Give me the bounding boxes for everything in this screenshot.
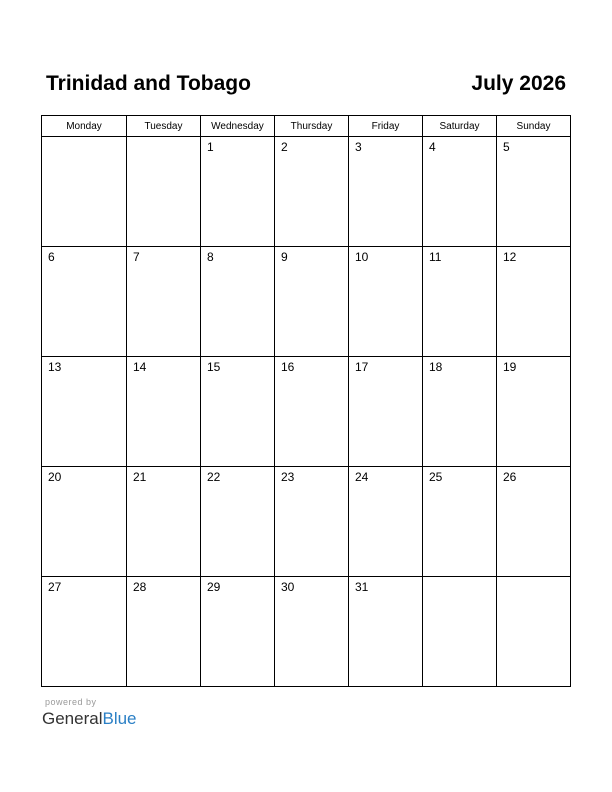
brand-blue-text: Blue	[102, 709, 137, 728]
day-cell	[423, 357, 497, 467]
week-row-5	[42, 577, 571, 687]
day-cell	[275, 467, 349, 577]
day-cell	[42, 357, 127, 467]
day-cell	[127, 357, 201, 467]
day-cell	[275, 247, 349, 357]
day-number: 11	[429, 250, 442, 264]
day-number: 17	[355, 360, 369, 374]
day-cell	[42, 137, 127, 247]
country-title: Trinidad and Tobago	[46, 72, 251, 95]
day-cell	[127, 577, 201, 687]
day-cell	[127, 137, 201, 247]
day-number: 25	[429, 470, 443, 484]
day-cell	[423, 137, 497, 247]
day-cell	[497, 577, 571, 687]
week-row-3	[42, 357, 571, 467]
day-cell	[275, 137, 349, 247]
day-number: 26	[503, 470, 517, 484]
day-number	[42, 137, 126, 140]
week-row-1	[42, 137, 571, 247]
day-number: 10	[355, 250, 369, 264]
weekday-thursday: Thursday	[275, 116, 349, 137]
day-number: 20	[48, 470, 62, 484]
day-number: 6	[48, 250, 55, 264]
day-number	[497, 577, 570, 580]
day-cell	[497, 137, 571, 247]
day-number: 4	[429, 140, 436, 154]
weekday-header-row	[42, 116, 571, 137]
day-cell	[201, 247, 275, 357]
day-number: 27	[48, 580, 62, 594]
day-number: 8	[207, 250, 214, 264]
brand-general-text: General	[42, 709, 103, 728]
day-number: 24	[355, 470, 369, 484]
day-number: 22	[207, 470, 221, 484]
day-cell	[201, 577, 275, 687]
day-cell	[42, 577, 127, 687]
day-number: 1	[207, 140, 214, 154]
day-number: 14	[133, 360, 147, 374]
month-year-title: July 2026	[471, 72, 566, 95]
day-cell	[42, 247, 127, 357]
powered-by-text: powered by	[45, 697, 97, 707]
day-cell	[349, 467, 423, 577]
weekday-friday: Friday	[349, 116, 423, 137]
day-number	[127, 137, 200, 140]
day-number: 18	[429, 360, 443, 374]
day-number: 9	[281, 250, 288, 264]
day-number: 21	[133, 470, 147, 484]
day-cell	[497, 247, 571, 357]
day-cell	[497, 467, 571, 577]
day-cell	[201, 357, 275, 467]
day-number: 2	[281, 140, 288, 154]
weekday-saturday: Saturday	[423, 116, 497, 137]
day-number: 3	[355, 140, 362, 154]
calendar-grid	[41, 115, 571, 687]
day-cell	[275, 357, 349, 467]
weekday-wednesday: Wednesday	[201, 116, 275, 137]
day-cell	[423, 467, 497, 577]
day-cell	[201, 467, 275, 577]
day-number: 19	[503, 360, 517, 374]
day-cell	[275, 577, 349, 687]
day-number	[423, 577, 496, 580]
day-number: 16	[281, 360, 295, 374]
day-cell	[423, 247, 497, 357]
day-cell	[127, 247, 201, 357]
day-number: 13	[48, 360, 62, 374]
day-cell	[201, 137, 275, 247]
day-cell	[423, 577, 497, 687]
day-number: 5	[503, 140, 510, 154]
weekday-sunday: Sunday	[497, 116, 571, 137]
day-number: 15	[207, 360, 221, 374]
weekday-tuesday: Tuesday	[127, 116, 201, 137]
brand-logo	[42, 709, 137, 729]
day-number: 30	[281, 580, 295, 594]
day-number: 12	[503, 250, 517, 264]
week-row-4	[42, 467, 571, 577]
day-number: 23	[281, 470, 295, 484]
day-number: 31	[355, 580, 369, 594]
footer-branding	[42, 697, 137, 729]
day-number: 28	[133, 580, 147, 594]
day-number: 7	[133, 250, 140, 264]
day-cell	[42, 467, 127, 577]
day-number: 29	[207, 580, 221, 594]
week-row-2	[42, 247, 571, 357]
day-cell	[349, 357, 423, 467]
day-cell	[127, 467, 201, 577]
day-cell	[349, 137, 423, 247]
day-cell	[497, 357, 571, 467]
day-cell	[349, 247, 423, 357]
weekday-monday: Monday	[42, 116, 127, 137]
day-cell	[349, 577, 423, 687]
